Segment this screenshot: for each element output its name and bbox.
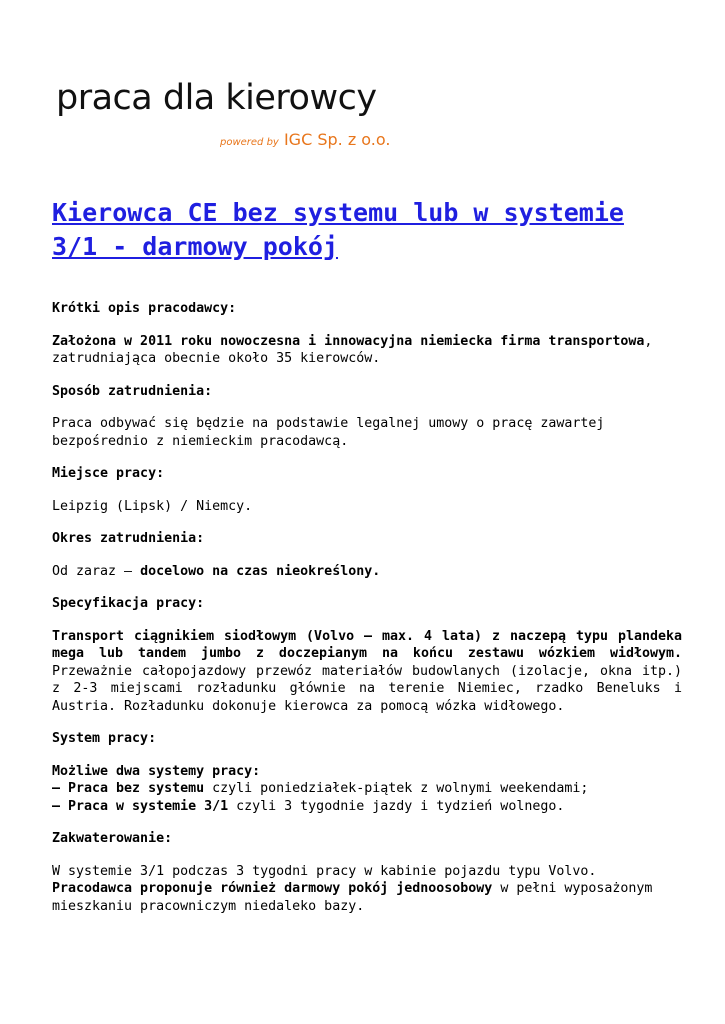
housing-line-1: W systemie 3/1 podczas 3 tygodni pracy w kabinie pojazdu typu Volvo.	[52, 863, 597, 879]
employment-text: Praca odbywać się będzie na podstawie legalnej umowy o pracę zawartej bezpośrednio z niemieckim pracodawcą.	[52, 416, 605, 449]
housing-text: Pracodawca proponuje również darmowy pokój jednoosobowy w pełni wyposażonym mieszkaniu pracowniczym niedaleko bazy.	[52, 881, 653, 914]
system-intro: Możliwe dwa systemy pracy:	[52, 763, 261, 779]
logo-powered-label: powered by	[220, 137, 279, 148]
place-text: Leipzig (Lipsk) / Niemcy.	[52, 498, 253, 514]
period-heading: Okres zatrudnienia:	[52, 531, 205, 546]
logo-company: IGC Sp. z o.o.	[283, 130, 391, 149]
job-offer	[52, 196, 682, 915]
housing-heading: Zakwaterowanie:	[52, 831, 173, 846]
system-option-2: – Praca w systemie 3/1 czyli 3 tygodnie jazdy i tydzień wolnego.	[52, 798, 565, 814]
employment-heading: Sposób zatrudnienia:	[52, 383, 213, 399]
site-logo	[56, 78, 416, 158]
employer-heading: Krótki opis pracodawcy:	[52, 301, 237, 316]
place-heading: Miejsce pracy:	[52, 466, 165, 481]
spec-text: Transport ciągnikiem siodłowym (Volvo – max. 4 lata) z naczepą typu plandeka mega lub tandem jumbo z doczepianym na końcu zestawu wózkiem widłowym. Przeważnie całopojazdowy przewóz materiałów budowlanych (izolacje, okna itp.) z 2-3 miejscami rozładunku głównie na terenie Niemiec, rzadko Beneluks i Austria. Rozładunku dokonuje kierowca za pomocą wózka widłowego.	[52, 628, 682, 714]
system-option-1: – Praca bez systemu czyli poniedziałek-piątek z wolnymi weekendami;	[52, 781, 589, 796]
period-text: Od zaraz – docelowo na czas nieokreślony.	[52, 563, 381, 579]
logo-powered-by	[220, 130, 390, 149]
logo-title: praca dla kierowcy	[56, 78, 377, 118]
employer-description: Założona w 2011 roku nowoczesna i innowacyjna niemiecka firma transportowa, zatrudniająca obecnie około 35 kierowców.	[52, 333, 653, 366]
spec-heading: Specyfikacja pracy:	[52, 596, 205, 611]
job-title-link[interactable]: Kierowca CE bez systemu lub w systemie 3/1 - darmowy pokój	[52, 198, 624, 261]
system-heading: System pracy:	[52, 731, 157, 746]
